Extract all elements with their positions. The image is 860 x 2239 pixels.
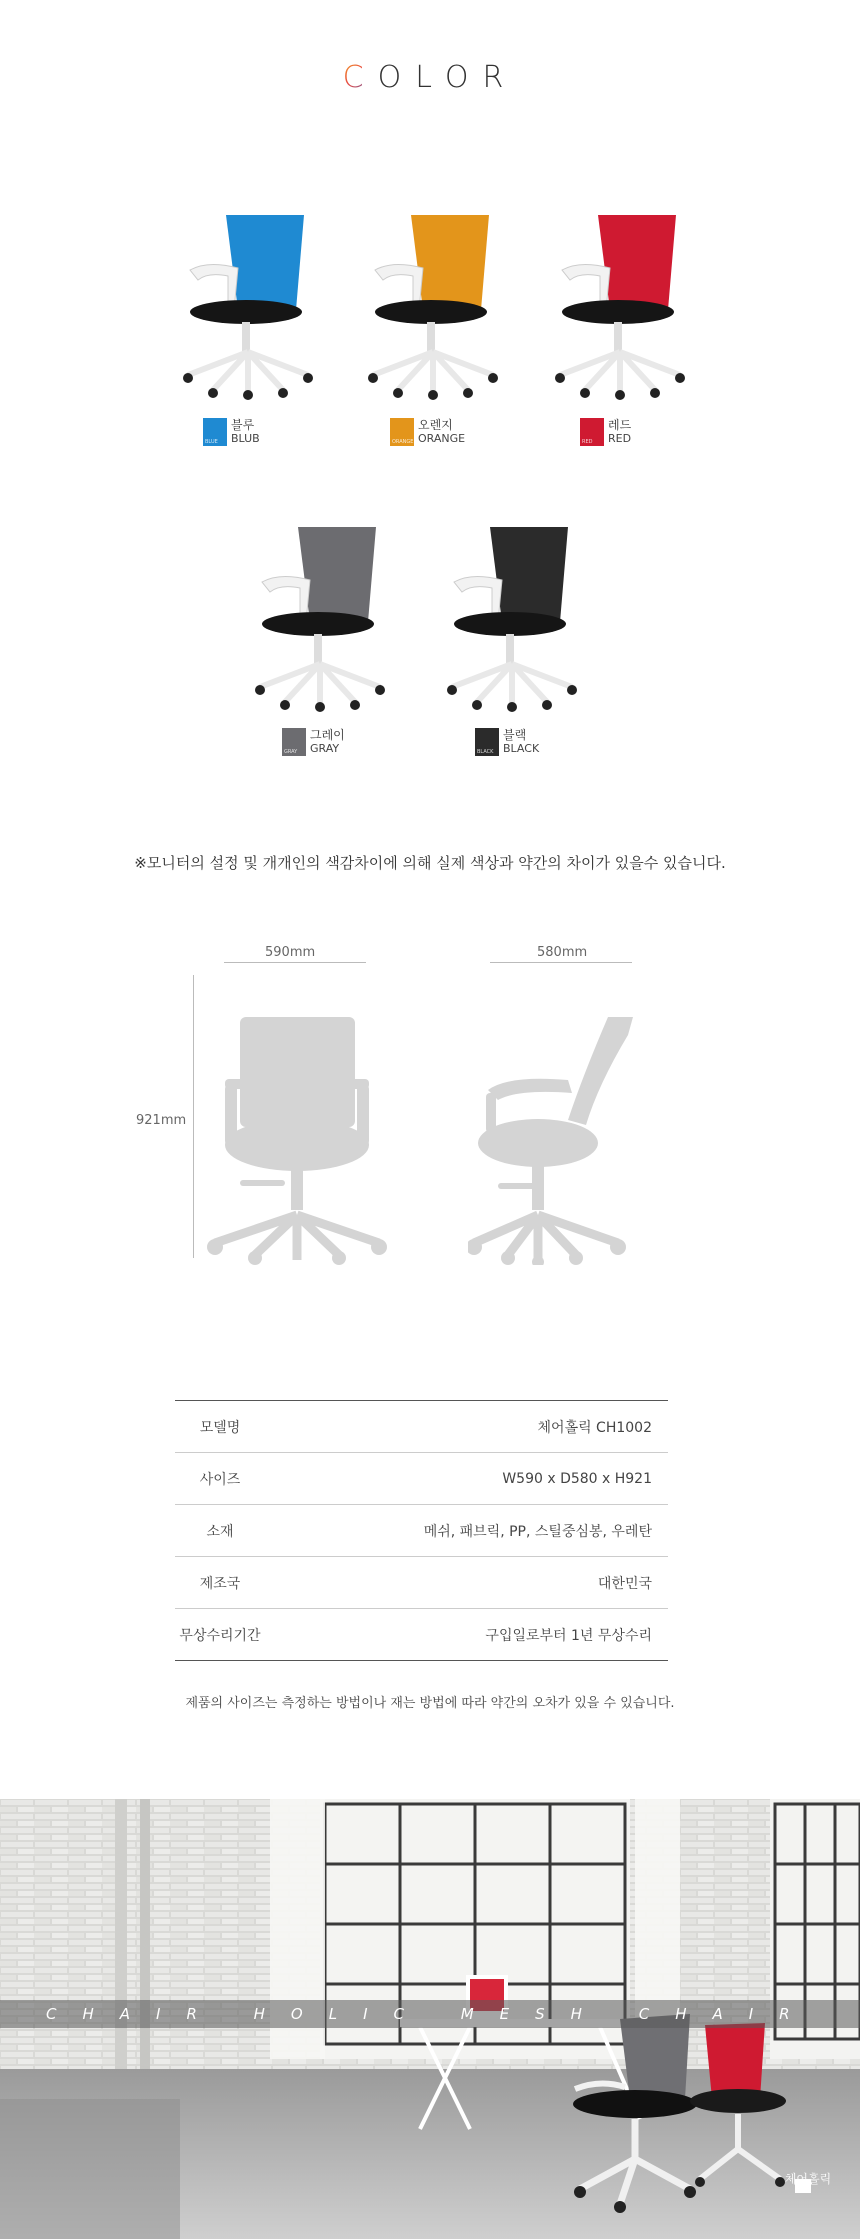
- spec-value: 메쉬, 패브릭, PP, 스틸중심봉, 우레탄: [423, 1523, 652, 1540]
- spec-key: 소재: [206, 1523, 234, 1540]
- color-chip: ORANGE: [390, 418, 414, 446]
- color-heading-rest: OLOR: [377, 60, 518, 95]
- color-heading: [0, 60, 860, 95]
- spec-row-material: [175, 1505, 668, 1557]
- spec-key: 모델명: [199, 1419, 241, 1436]
- color-chip: RED: [580, 418, 604, 446]
- spec-row-size: [175, 1453, 668, 1505]
- spec-value: W590 x D580 x H921: [502, 1470, 652, 1487]
- spec-key: 사이즈: [199, 1471, 241, 1488]
- spec-row-warranty: [175, 1609, 668, 1661]
- chair-illustration: [353, 210, 513, 400]
- size-disclaimer: 제품의 사이즈는 측정하는 방법이나 재는 방법에 따라 약간의 오차가 있을 수 있습니다.: [185, 1696, 675, 1711]
- swatch-label: 레드 RED: [608, 418, 632, 445]
- chair-front-silhouette: [205, 1015, 390, 1265]
- spec-key: 제조국: [199, 1575, 241, 1592]
- spec-value: 대한민국: [597, 1575, 652, 1592]
- height-label: 921mm: [136, 1113, 187, 1128]
- chair-illustration: [168, 210, 328, 400]
- spec-key: 무상수리기간: [179, 1627, 261, 1644]
- color-chip: BLACK: [475, 728, 499, 756]
- chair-illustration: [432, 522, 592, 712]
- chair-image-blue: [168, 210, 328, 400]
- color-heading-initial: C: [342, 60, 378, 95]
- width-label: 590mm: [265, 945, 316, 960]
- chair-image-gray: [240, 522, 400, 712]
- swatch-label: 오렌지 ORANGE: [418, 418, 466, 445]
- chair-image-orange: [353, 210, 513, 400]
- swatch-label: 블랙 BLACK: [503, 728, 540, 755]
- brand-logo-text: 체어홀릭: [784, 2172, 832, 2186]
- spec-row-model: [175, 1401, 668, 1453]
- chair-illustration: [540, 210, 700, 400]
- spec-value: 구입일로부터 1년 무상수리: [485, 1627, 652, 1644]
- swatch-label: 그레이 GRAY: [310, 728, 345, 755]
- color-chip: BLUE: [203, 418, 227, 446]
- photo-caption-bar: CHAIR HOLIC MESH CHAIR: [0, 2000, 860, 2028]
- swatch-label: 블루 BLUB: [231, 418, 260, 445]
- color-disclaimer: ※모니터의 설정 및 개개인의 색감차이에 의해 실제 색상과 약간의 차이가 있을수 있습니다.: [134, 854, 726, 872]
- depth-label: 580mm: [537, 945, 588, 960]
- swatch-gray: [282, 728, 345, 756]
- swatch-orange: [390, 418, 465, 446]
- width-line: [224, 962, 366, 963]
- swatch-black: [475, 728, 539, 756]
- swatch-blue: [203, 418, 260, 446]
- chair-image-red: [540, 210, 700, 400]
- spec-row-origin: [175, 1557, 668, 1609]
- height-line: [193, 975, 194, 1258]
- swatch-red: [580, 418, 631, 446]
- chair-image-black: [432, 522, 592, 712]
- spec-table: [175, 1400, 668, 1661]
- spec-value: 체어홀릭 CH1002: [537, 1419, 652, 1436]
- color-chip: GRAY: [282, 728, 306, 756]
- chair-illustration: [240, 522, 400, 712]
- chair-side-silhouette: [468, 1015, 653, 1265]
- depth-line: [490, 962, 632, 963]
